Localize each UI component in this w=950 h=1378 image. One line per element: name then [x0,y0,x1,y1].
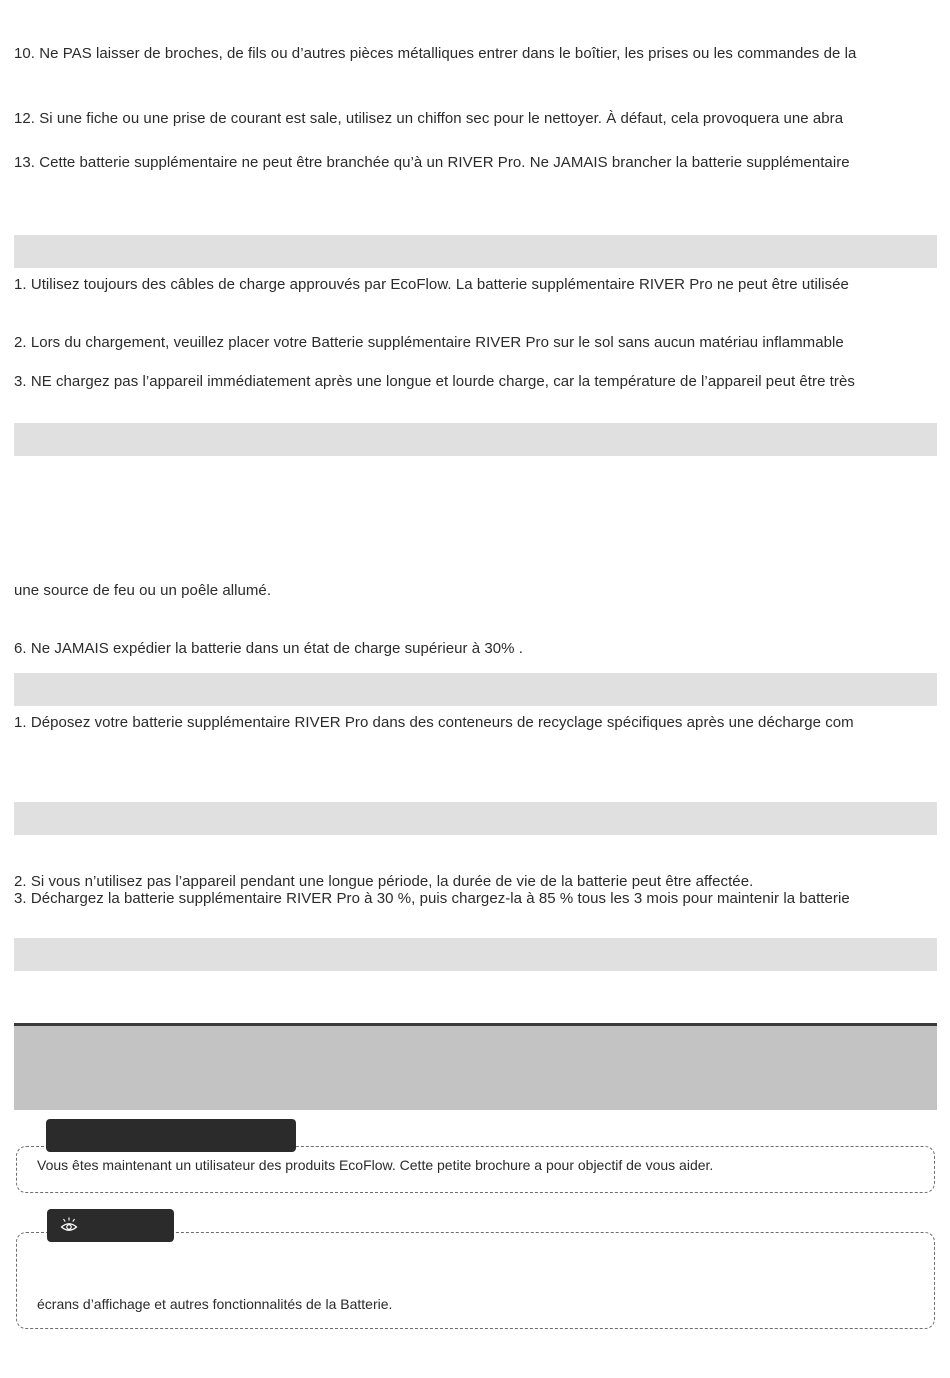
note-box-features [16,1232,935,1329]
recycling-instruction-1: 1. Déposez votre batterie supplémentaire RIVER Pro dans des conteneurs de recyclage spécifiques après une décharge com [14,714,854,731]
section-header-bar [14,938,937,971]
transport-instruction-6: 6. Ne JAMAIS expédier la batterie dans un état de charge supérieur à 30% . [14,640,523,657]
instruction-12: 12. Si une fiche ou une prise de courant est sale, utilisez un chiffon sec pour le nettoyer. À défaut, cela provoquera une abra [14,110,844,127]
maintenance-instruction-2: 2. Si vous n’utilisez pas l’appareil pendant une longue période, la durée de vie de la batterie peut être affectée. [14,873,754,890]
section-header-bar [14,235,937,268]
charging-instruction-1: 1. Utilisez toujours des câbles de charge approuvés par EcoFlow. La batterie supplémentaire RIVER Pro ne peut être utilisée [14,276,849,293]
note-features-text: écrans d’affichage et autres fonctionnalités de la Batterie. [37,1296,393,1312]
note-tab [46,1119,296,1152]
eye-icon [60,1217,78,1233]
instruction-13: 13. Cette batterie supplémentaire ne peut être branchée qu’à un RIVER Pro. Ne JAMAIS brancher la batterie supplémentaire [14,154,850,171]
transport-instruction-5: une source de feu ou un poêle allumé. [14,582,272,599]
charging-instruction-2: 2. Lors du chargement, veuillez placer votre Batterie supplémentaire RIVER Pro sur le sol sans aucun matériau inflammable [14,334,844,351]
section-header-bar [14,673,937,706]
section-header-bar [14,423,937,456]
note-intro-text: Vous êtes maintenant un utilisateur des produits EcoFlow. Cette petite brochure a pour objectif de vous aider. [37,1157,714,1173]
section-header-bar [14,802,937,835]
charging-instruction-3: 3. NE chargez pas l’appareil immédiatement après une longue et lourde charge, car la température de l’appareil peut être très [14,373,855,390]
chapter-header-block [14,1026,937,1110]
instruction-10: 10. Ne PAS laisser de broches, de fils ou d’autres pièces métalliques entrer dans le boîtier, les prises ou les commandes de la [14,45,857,62]
maintenance-instruction-3: 3. Déchargez la batterie supplémentaire RIVER Pro à 30 %, puis chargez-la à 85 % tous les 3 mois pour maintenir la batterie [14,890,850,907]
